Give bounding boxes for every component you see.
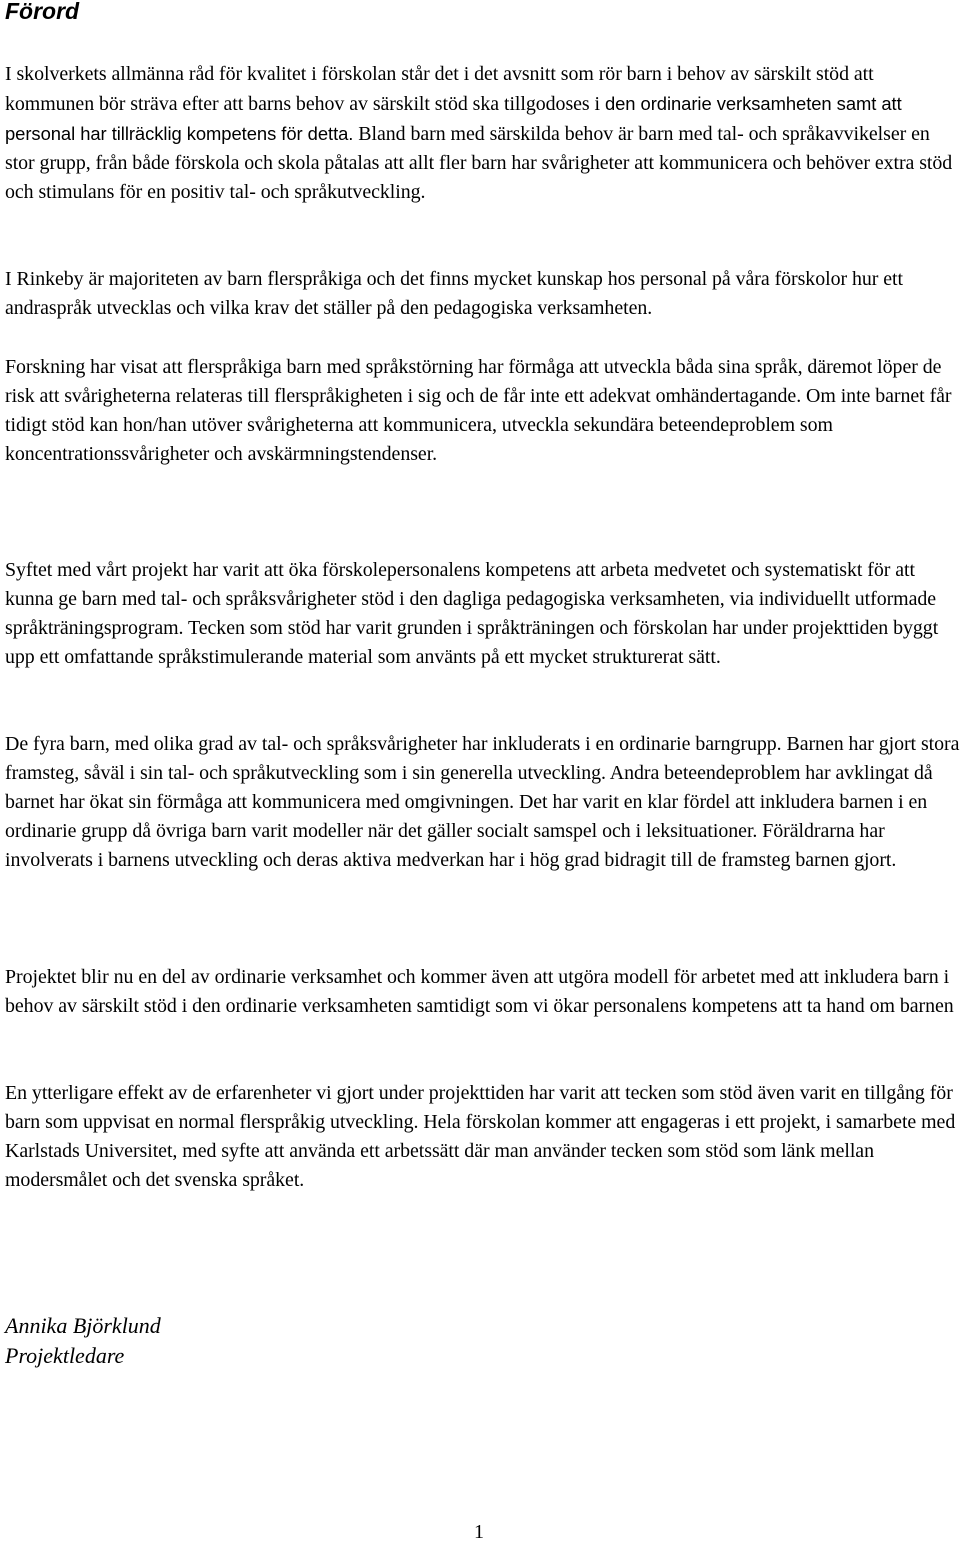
page-number: 1 <box>474 1521 484 1543</box>
page-title: Förord <box>5 0 80 24</box>
paragraph-projektet: Projektet blir nu en del av ordinarie verksamhet och kommer även att utgöra modell för arbetet med att inkludera barn i behov av särskilt stöd i den ordinarie verksamheten samtidigt som vi ökar personalens kompetens att ta hand om barnen <box>5 966 954 1017</box>
paragraph-forskning: Forskning har visat att flerspråkiga barn med språkstörning har förmåga att utveckla båda sina språk, däremot löper de risk att svårigheterna relateras till flerspråkigheten i sig och de får inte ett adekvat omhändertagande. Om inte barnet får tidigt stöd kan hon/han utöver svårigheterna att kommunicera, utveckla sekundära beteendeproblem som koncentrationssvårigheter och avskärmningstendenser. <box>5 356 952 465</box>
paragraph-ytterligare-effekt: En ytterligare effekt av de erfarenheter vi gjort under projekttiden har varit att tecken som stöd även varit en tillgång för barn som uppvisat en normal flerspråkig utveckling. Hela förskolan kommer att engageras i ett projekt, i samarbete med Karlstads Universitet, med syfte att använda ett arbetssätt där man använder tecken som stöd som länk mellan modersmålet och det svenska språket. <box>5 1082 956 1191</box>
paragraph-sans-text: den ordinarie verksamheten samt att personal har tillräcklig kompetens för detta. <box>5 93 902 144</box>
paragraph-fyra-barn: De fyra barn, med olika grad av tal- och språksvårigheter har inkluderats i en ordinarie barngrupp. Barnen har gjort stora framsteg, såväl i sin tal- och språkutveckling som i sin generella utveckling. Andra beteendeproblem har avklingat då barnet har ökat sin förmåga att kommunicera med omgivningen. Det har varit en klar fördel att inkludera barnen i en ordinarie grupp då övriga barn varit modeller när det gäller socialt samspel och i leksituationer. Föräldrarna har involverats i barnens utveckling och deras aktiva medverkan har i hög grad bidragit till de framsteg barnen gjort. <box>5 733 960 871</box>
paragraph-lead-text: I skolverkets allmänna råd för kvalitet i förskolan står det i det avsnitt som rör barn i behov av särskilt stöd att kommunen bör sträva efter att barns behov av särskilt stöd ska tillgodoses i <box>5 63 874 115</box>
paragraph-skolverket <box>5 60 960 207</box>
paragraph-syftet: Syftet med vårt projekt har varit att öka förskolepersonalens kompetens att arbeta medvetet och systematiskt för att kunna ge barn med tal- och språksvårigheter stöd i den dagliga pedagogiska verksamheten, via individuellt utformade språkträningsprogram. Tecken som stöd har varit grunden i språkträningen och förskolan har under projekttiden byggt upp ett omfattande språkstimulerande material som använts på ett mycket strukturerat sätt. <box>5 559 939 668</box>
signature-role: Projektledare <box>5 1343 125 1368</box>
paragraph-rinkeby: I Rinkeby är majoriteten av barn flerspråkiga och det finns mycket kunskap hos personal på våra förskolor hur ett andraspråk utvecklas och vilka krav det ställer på den pedagogiska verksamheten. <box>5 268 903 319</box>
signature-name: Annika Björklund <box>5 1313 161 1338</box>
paragraph-rest-text: Bland barn med särskilda behov är barn med tal- och språkavvikelser en stor grupp, från både förskola och skola påtalas att allt fler barn har svårigheter att kommunicera och behöver extra stöd och stimulans för en positiv tal- och språkutveckling. <box>5 123 953 203</box>
signature-block <box>5 1311 161 1371</box>
